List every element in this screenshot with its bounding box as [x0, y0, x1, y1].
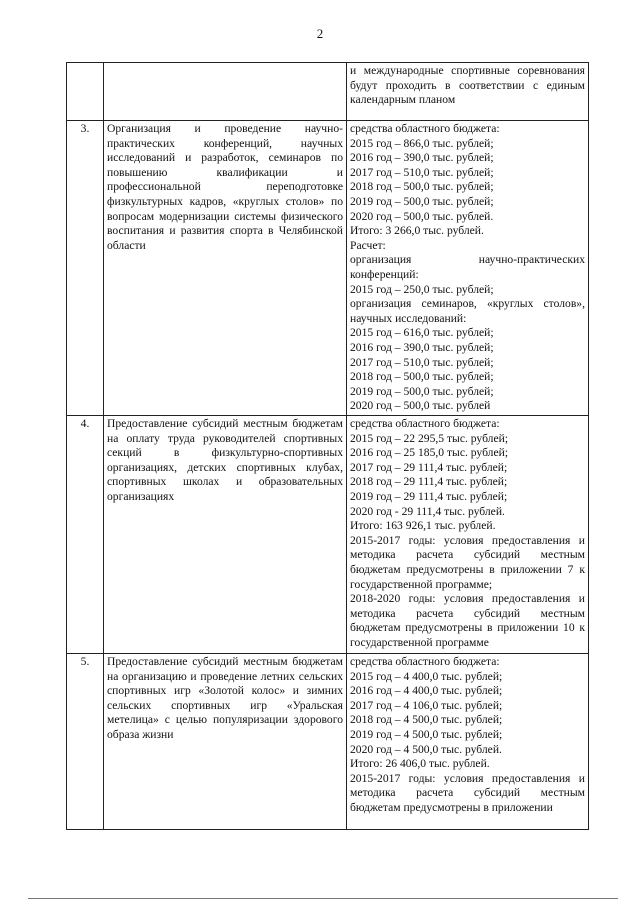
financing-line: Итого: 3 266,0 тыс. рублей.: [350, 224, 484, 238]
financing-line: 2015-2017 годы: условия предоставления и методика расчета субсидий местным бюджетам предусмотрены в приложении: [350, 771, 585, 814]
financing-line: средства областного бюджета:: [350, 122, 500, 135]
table-row-3: [67, 121, 589, 416]
financing-line: 2017 год – 510,0 тыс. рублей;: [350, 355, 494, 369]
financing-line: 2015 год – 866,0 тыс. рублей;: [350, 136, 494, 150]
financing-line: средства областного бюджета:: [350, 655, 500, 668]
program-table: [66, 62, 589, 830]
table-row-4: [67, 416, 589, 654]
financing-line: и международные спортивные соревнования будут проходить в соответствии с единым календарным планом: [350, 64, 585, 107]
financing-line: 2016 год – 390,0 тыс. рублей;: [350, 151, 494, 165]
financing-line: 2018 год – 500,0 тыс. рублей;: [350, 370, 494, 384]
financing-line: Расчет:: [350, 238, 386, 252]
financing-line: 2016 год – 25 185,0 тыс. рублей;: [350, 446, 509, 460]
num-cell: [67, 63, 104, 121]
table-row-continuation: [67, 63, 589, 121]
row-number: 3.: [67, 121, 104, 416]
financing-line: 2016 год – 4 400,0 тыс. рублей;: [350, 684, 503, 698]
financing-line: 2018 год – 29 111,4 тыс. рублей;: [350, 475, 508, 489]
financing-line: 2019 год – 29 111,4 тыс. рублей;: [350, 489, 508, 503]
financing-line: Итого: 26 406,0 тыс. рублей.: [350, 757, 490, 771]
financing-line: 2018-2020 годы: условия предоставления и методика расчета субсидий местным бюджетам предусмотрены в приложении 10 к государственной программе: [350, 592, 585, 649]
measure-name: Предоставление субсидий местным бюджетам на организацию и проведение летних сельских спортивных игр «Золотой колос» и зимних сельских спортивных игр «Уральская метелица» с целью популяризации здорового образа жизни: [104, 654, 347, 830]
table-row-5: [67, 654, 589, 830]
measure-name: Предоставление субсидий местным бюджетам на оплату труда руководителей спортивных секций в физкультурно-спортивных организациях, детских спортивных клубах, спортивных школах и образовательных организациях: [104, 416, 347, 654]
financing-cell: [347, 654, 589, 830]
financing-line: 2015-2017 годы: условия предоставления и методика расчета субсидий местным бюджетам предусмотрены в приложении 7 к государственной программе;: [350, 533, 585, 591]
financing-line: 2017 год – 29 111,4 тыс. рублей;: [350, 460, 508, 474]
financing-line: 2018 год – 4 500,0 тыс. рублей;: [350, 713, 503, 727]
financing-line: средства областного бюджета:: [350, 417, 500, 430]
financing-line: 2020 год – 500,0 тыс. рублей: [350, 399, 491, 413]
financing-line: 2018 год – 500,0 тыс. рублей;: [350, 180, 494, 194]
financing-cell: [347, 121, 589, 416]
financing-line: Итого: 163 926,1 тыс. рублей.: [350, 519, 496, 533]
financing-line: организация научно-практических конференций:: [350, 253, 585, 281]
row-number: 4.: [67, 416, 104, 654]
page-number: 2: [316, 26, 324, 41]
financing-line: 2019 год – 500,0 тыс. рублей;: [350, 384, 494, 398]
financing-cell: [347, 416, 589, 654]
financing-line: 2020 год - 29 111,4 тыс. рублей.: [350, 504, 505, 518]
financing-line: 2015 год – 616,0 тыс. рублей;: [350, 326, 494, 340]
bottom-divider: [28, 898, 618, 899]
financing-line: 2015 год – 22 295,5 тыс. рублей;: [350, 431, 509, 445]
financing-line: 2015 год – 4 400,0 тыс. рублей;: [350, 669, 503, 683]
financing-line: 2016 год – 390,0 тыс. рублей;: [350, 340, 494, 354]
name-cell: [104, 63, 347, 121]
financing-line: 2015 год – 250,0 тыс. рублей;: [350, 282, 494, 296]
row-number: 5.: [67, 654, 104, 830]
financing-line: 2019 год – 500,0 тыс. рублей;: [350, 194, 494, 208]
financing-line: 2017 год – 510,0 тыс. рублей;: [350, 165, 494, 179]
measure-name: Организация и проведение научно-практических конференций, научных исследований и разработок, семинаров по повышению квалификации и профессиональной переподготовке физкультурных кадров, «круглых столов» по вопросам модернизации системы физического воспитания и развития спорта в Челябинской области: [104, 121, 347, 416]
financing-line: 2020 год – 4 500,0 тыс. рублей.: [350, 742, 502, 756]
financing-line: 2019 год – 4 500,0 тыс. рублей;: [350, 727, 503, 741]
financing-line: 2017 год – 4 106,0 тыс. рублей;: [350, 698, 503, 712]
financing-cell: [347, 63, 589, 121]
financing-line: 2020 год – 500,0 тыс. рублей.: [350, 209, 494, 223]
financing-line: организация семинаров, «круглых столов», научных исследований:: [350, 297, 585, 325]
